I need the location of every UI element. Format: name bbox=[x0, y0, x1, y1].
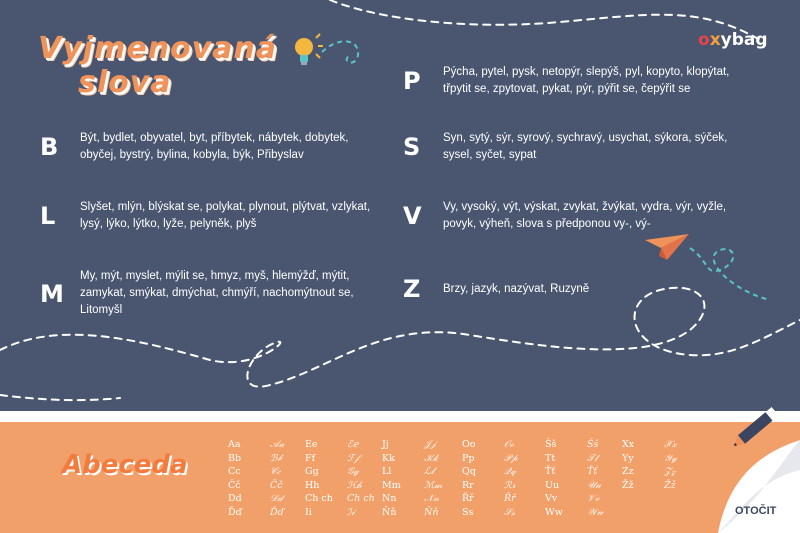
script-letter: 𝒳𝓍 bbox=[664, 439, 677, 450]
script-letter: Ch ch bbox=[347, 493, 375, 504]
print-letter: Pp bbox=[462, 452, 475, 464]
alphabet-title: Abeceda bbox=[62, 450, 188, 480]
script-letter: ℳ𝓂 bbox=[424, 479, 443, 491]
script-letter: Ťť bbox=[587, 466, 598, 477]
print-letter: Bb bbox=[228, 452, 242, 464]
print-letter: Cc bbox=[228, 466, 241, 477]
print-letter: Tt bbox=[545, 452, 556, 464]
print-letter: Ch ch bbox=[305, 493, 333, 504]
script-letter: 𝒰𝓊 bbox=[587, 479, 601, 491]
print-letter: Qq bbox=[462, 466, 476, 477]
print-letter: Xx bbox=[622, 439, 635, 450]
print-letter: Dd bbox=[228, 493, 242, 504]
print-letter: Jj bbox=[382, 439, 389, 450]
print-letter: Ww bbox=[545, 506, 563, 518]
script-letter: Žž bbox=[664, 479, 676, 491]
group-letter: V bbox=[403, 202, 422, 230]
script-letter: 𝒞𝒸 bbox=[270, 466, 281, 477]
print-letter: Vv bbox=[545, 493, 558, 504]
script-letter: Řř bbox=[504, 493, 516, 504]
group-letter: P bbox=[403, 67, 421, 95]
group-letter: S bbox=[403, 133, 421, 161]
turn-over-label[interactable]: OTOČIT bbox=[735, 505, 777, 517]
group-words: Pýcha, pytel, pysk, netopýr, slepýš, pyl, kopyto, klopýtat, třpytit se, zpytovat, pykat, pýr, pýřit se, čepýřit se bbox=[443, 66, 730, 95]
script-letter: ℛ𝓇 bbox=[504, 479, 516, 491]
group-letter: Z bbox=[403, 275, 421, 303]
script-letter: ℱ𝒻 bbox=[347, 452, 359, 464]
script-letter: 𝒦𝓀 bbox=[424, 452, 438, 464]
script-letter: ℋ𝒽 bbox=[347, 479, 362, 491]
title-line-1: Vyjmenovaná bbox=[38, 31, 278, 66]
script-letter: ℒ𝓁 bbox=[424, 466, 434, 477]
script-letter: ℬ𝒷 bbox=[270, 452, 282, 464]
print-letter: Žž bbox=[622, 479, 634, 491]
script-letter: 𝒩𝓃 bbox=[424, 493, 439, 504]
script-letter: 𝒯𝓉 bbox=[587, 452, 598, 464]
group-letter: M bbox=[40, 279, 64, 308]
print-letter: Hh bbox=[305, 479, 320, 491]
print-letter: Ii bbox=[305, 506, 312, 518]
print-letter: Zz bbox=[622, 466, 634, 477]
print-letter: Kk bbox=[382, 452, 395, 464]
print-letter: Řř bbox=[462, 493, 474, 504]
group-words: Vy, vysoký, výt, výskat, zvykat, žvýkat, vydra, výr, vyžle, povyk, výheň, slova s předponou vy-, vý- bbox=[443, 201, 727, 230]
script-letter: 𝒫𝓅 bbox=[504, 452, 518, 464]
pencil-icon bbox=[730, 400, 786, 450]
print-letter: Ll bbox=[382, 466, 392, 477]
script-letter: Ďď bbox=[270, 506, 284, 518]
script-letter: 𝒱𝓋 bbox=[587, 493, 600, 504]
script-letter: 𝒥𝒿 bbox=[424, 439, 436, 450]
print-letter: Gg bbox=[305, 466, 319, 477]
print-letter: Čč bbox=[228, 479, 241, 491]
script-letter: ℰℯ bbox=[347, 439, 359, 450]
script-letter: 𝒮𝓈 bbox=[504, 506, 515, 518]
group-words: My, mýt, myslet, mýlit se, hmyz, myš, hlemýžď, mýtit, zamykat, smýkat, dmýchat, chmýří, nachomýtnout se, Litomyšl bbox=[80, 270, 354, 316]
print-letter: Rr bbox=[462, 479, 474, 491]
group-letter: B bbox=[40, 133, 59, 161]
print-letter: Ťť bbox=[545, 466, 556, 477]
script-letter: 𝒬𝓆 bbox=[504, 466, 516, 477]
script-letter: 𝒲𝓌 bbox=[587, 506, 604, 518]
script-letter: 𝒢ℊ bbox=[347, 466, 359, 477]
script-letter: ℐ𝒾 bbox=[347, 506, 355, 518]
script-letter: 𝒵𝓏 bbox=[664, 466, 676, 477]
script-letter: 𝒪ℴ bbox=[504, 439, 515, 450]
print-letter: Ee bbox=[305, 439, 318, 450]
print-letter: Ss bbox=[462, 506, 474, 518]
print-letter: Nn bbox=[382, 493, 397, 504]
print-letter: Ff bbox=[305, 452, 316, 464]
title-line-2: slova bbox=[78, 65, 172, 100]
print-letter: Mm bbox=[382, 479, 401, 491]
print-letter: Ňň bbox=[382, 506, 397, 518]
group-words: Slyšet, mlýn, blýskat se, polykat, plynout, plýtvat, vzlykat, lysý, lýko, lýtko, lyže, pelyněk, plyš bbox=[80, 201, 371, 230]
print-letter: Oo bbox=[462, 439, 476, 450]
group-words: Brzy, jazyk, nazývat, Ruzyně bbox=[443, 282, 590, 295]
group-words: Být, bydlet, obyvatel, byt, příbytek, nábytek, dobytek, obyčej, bystrý, bylina, kobyla, býk, Přibyslav bbox=[80, 132, 349, 161]
script-letter: 𝒴𝓎 bbox=[664, 452, 677, 464]
script-letter: 𝒟𝒹 bbox=[270, 493, 283, 504]
brand-logo: oxybag bbox=[698, 30, 768, 50]
group-letter: L bbox=[40, 202, 56, 230]
script-letter: Šš bbox=[587, 439, 599, 450]
group-words: Syn, sytý, sýr, syrový, sychravý, usychat, sýkora, sýček, sysel, syčet, sypat bbox=[443, 132, 728, 161]
script-letter: Čč bbox=[270, 479, 283, 491]
print-letter: Uu bbox=[545, 479, 560, 491]
print-letter: Šš bbox=[545, 439, 557, 450]
script-letter: Ňň bbox=[424, 506, 439, 518]
print-letter: Yy bbox=[622, 452, 634, 464]
script-letter: 𝒜𝒶 bbox=[270, 439, 285, 450]
print-letter: Ďď bbox=[228, 506, 242, 518]
print-letter: Aa bbox=[228, 439, 241, 450]
